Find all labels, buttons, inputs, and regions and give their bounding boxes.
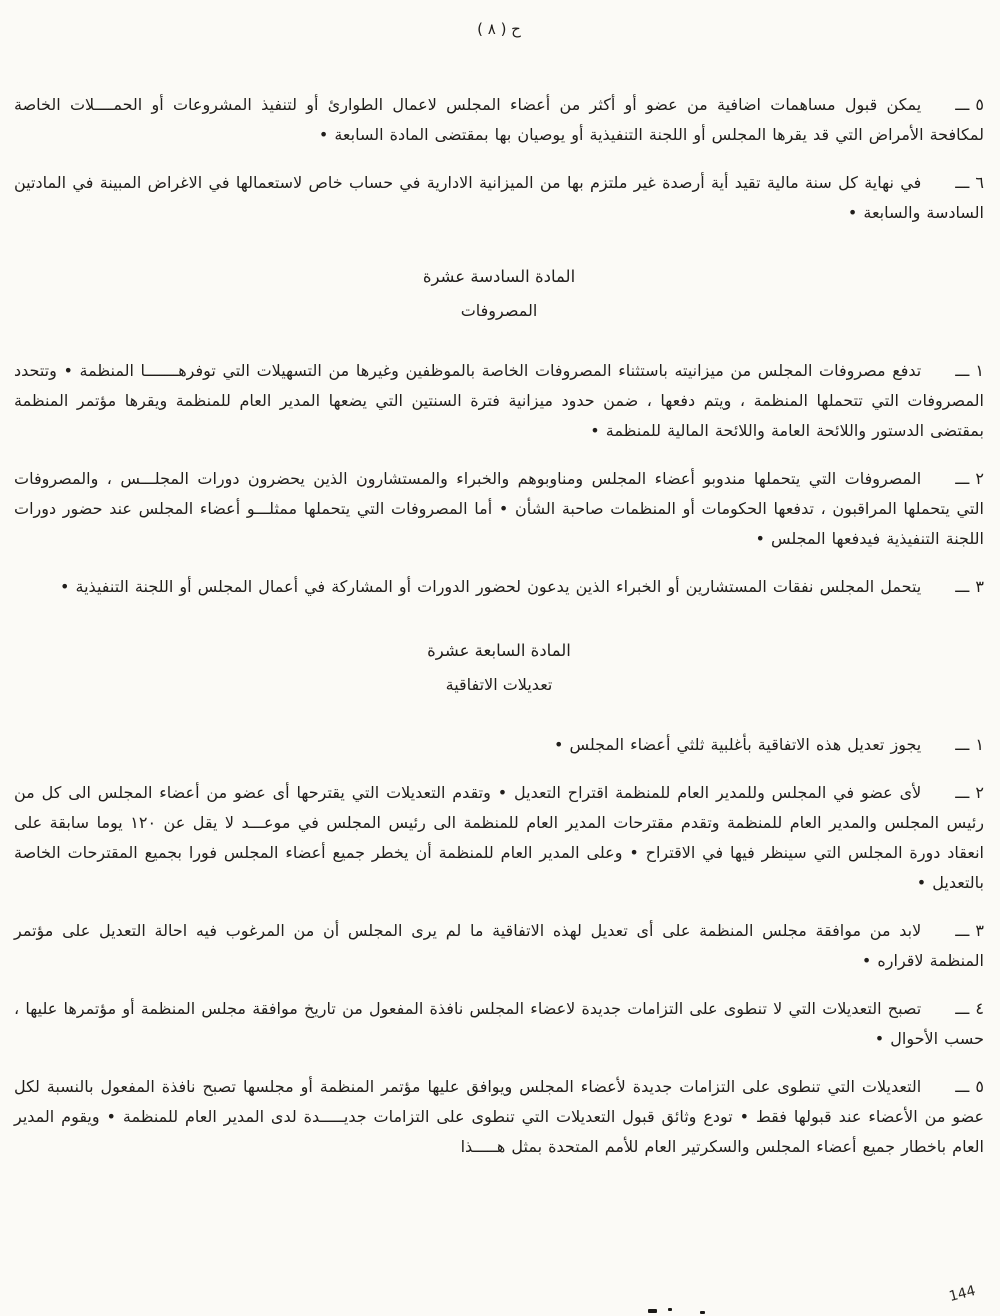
paragraph-17-2 — [14, 778, 984, 898]
paragraph-number: ٦ ـــ — [955, 173, 984, 192]
page-header-folio: ح ( ٨ ) — [477, 20, 521, 38]
paragraph-17-4 — [14, 994, 984, 1054]
paragraph-text: لأى عضو في المجلس وللمدير العام للمنظمة اقتراح التعديل • وتقدم التعديلات التي يقترحها أى عضو من أعضاء المجلس الى كل من رئيس المجلس والمدير العام للمنظمة وتقدم مقترحات المدير العام للمنظمة الى رئيس المجلس في موعـــد لا يقل عن ١٢٠ يوما سابقة على انعقاد دورة المجلس التي سينظر فيها في الاقتراح • وعلى المدير العام للمنظمة أن يخطر جميع أعضاء المجلس فورا بجميع المقترحات الخاصة بالتعديل • — [14, 783, 984, 892]
paragraph-number: ٥ ـــ — [955, 95, 984, 114]
paragraph-text: التعديلات التي تنطوى على التزامات جديدة لأعضاء المجلس ويوافق عليها مؤتمر المنظمة أو مجلسها تصبح نافذة المفعول بالنسبة لكل عضو من الأعضاء عند قبولها فقط • تودع وثائق قبول التعديلات التي تنطوى على التزامات جديـــــدة لدى المدير العام للمنظمة • ويقوم المدير العام باخطار جميع أعضاء المجلس والسكرتير العام للأمم المتحدة بمثل هـــــذا — [14, 1077, 984, 1156]
article-16 — [14, 262, 984, 602]
paragraph-number: ٢ ـــ — [955, 783, 984, 802]
paragraph-text: المصروفات التي يتحملها مندوبو أعضاء المجلس ومناوبوهم والخبراء والمستشارون الذين يحضرون دورات المجلـــس ، والمصروفات التي يتحملها المراقبون ، تدفعها الحكومات أو المنظمات صاحبة الشأن • أما المصروفات التي يتحملها ممثلـــو أعضاء المجلس عند حضور دورات اللجنة التنفيذية فيدفعها المجلس • — [14, 469, 984, 548]
paragraph-17-1 — [14, 730, 984, 760]
paragraph-text: لابد من موافقة مجلس المنظمة على أى تعديل لهذه الاتفاقية ما لم يرى المجلس أن من المرغوب فيه احالة التعديل على مؤتمر المنظمة لاقراره • — [14, 921, 984, 970]
paragraph-16-1 — [14, 356, 984, 446]
paragraph-text: يجوز تعديل هذه الاتفاقية بأغلبية ثلثي أعضاء المجلس • — [553, 735, 922, 754]
article-17 — [14, 636, 984, 1162]
paragraph-16-3 — [14, 572, 984, 602]
article-17-title: المادة السابعة عشرة — [427, 641, 571, 660]
paragraph-17-5 — [14, 1072, 984, 1162]
paragraph-text: في نهاية كل سنة مالية تقيد أية أرصدة غير ملتزم بها من الميزانية الادارية في حساب خاص لاستعمالها في الاغراض المبينة في المادتين السادسة والسابعة • — [14, 173, 984, 222]
scan-artifact — [648, 1309, 657, 1313]
paragraph-number: ٣ ـــ — [955, 577, 984, 596]
article-16-title: المادة السادسة عشرة — [422, 267, 576, 286]
paragraph-number: ٥ ـــ — [955, 1077, 984, 1096]
paragraph-number: ٢ ـــ — [955, 469, 984, 488]
paragraph-text: يمكن قبول مساهمات اضافية من عضو أو أكثر من أعضاء المجلس لاعمال الطوارئ أو لتنفيذ المشروعات أو الحمــــلات الخاصة لمكافحة الأمراض التي قد يقرها المجلس أو اللجنة التنفيذية أو يوصيان بها بمقتضى المادة السابعة • — [14, 95, 984, 144]
article-17-subtitle: تعديلات الاتفاقية — [445, 675, 553, 694]
paragraph-intro-5 — [14, 90, 984, 150]
paragraph-16-2 — [14, 464, 984, 554]
paragraph-text: تصبح التعديلات التي لا تنطوى على التزامات جديدة لاعضاء المجلس نافذة المفعول من تاريخ موافقة مجلس المنظمة أو مؤتمرها عليها ، حسب الأحوال • — [14, 999, 984, 1048]
paragraph-intro-6 — [14, 168, 984, 228]
paragraph-number: ١ ـــ — [955, 735, 984, 754]
paragraph-text: تدفع مصروفات المجلس من ميزانيته باستثناء المصروفات الخاصة بالموظفين وغيرها من التسهيلات التي توفرهـــــــا المنظمة • وتتحدد المصروفات التي تتحملها المنظمة ، ويتم دفعها ، ضمن حدود ميزانية فترة السنتين التي يضعها المدير العام للمنظمة ويقرها مؤتمر المنظمة بمقتضى الدستور واللائحة العامة واللائحة المالية للمنظمة • — [14, 361, 984, 440]
page-number: 144 — [947, 1283, 978, 1305]
paragraph-number: ٤ ـــ — [955, 999, 984, 1018]
paragraph-text: يتحمل المجلس نفقات المستشارين أو الخبراء الذين يدعون لحضور الدورات أو المشاركة في أعمال المجلس أو اللجنة التنفيذية • — [59, 577, 922, 596]
article-16-subtitle: المصروفات — [460, 301, 538, 320]
paragraph-17-3 — [14, 916, 984, 976]
scan-artifact — [700, 1311, 705, 1314]
paragraph-number: ١ ـــ — [955, 361, 984, 380]
scan-artifact — [668, 1308, 672, 1311]
paragraph-number: ٣ ـــ — [955, 921, 984, 940]
